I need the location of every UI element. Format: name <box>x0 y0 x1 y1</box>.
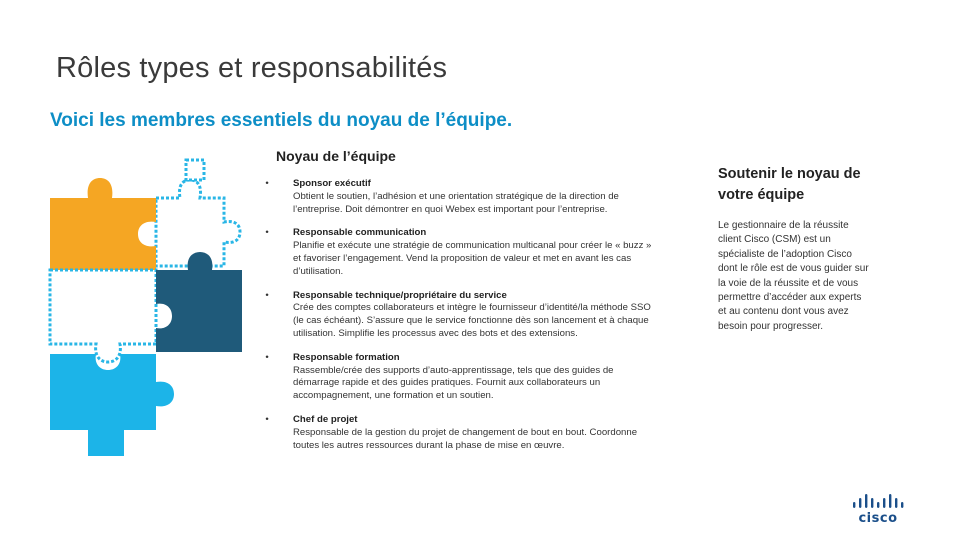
puzzle-piece-orange <box>50 178 156 270</box>
bullet-icon: • <box>265 289 269 301</box>
bullet-icon: • <box>265 351 269 363</box>
role-title: Responsable communication <box>293 227 427 239</box>
slide-title: Rôles types et responsabilités <box>56 52 448 84</box>
role-description: Planifie et exécute une stratégie de communication multicanal pour créer le « buzz » et favoriser l’engagement. Vend la proposition de valeur et met en avant les cas d’utilisation. <box>293 240 652 277</box>
role-description: Obtient le soutien, l’adhésion et une orientation stratégique de la direction de l’entreprise. Doit démontrer en quoi Webex est important pour l’entreprise. <box>293 190 619 215</box>
role-description: Rassemble/crée des supports d’auto-apprentissage, tels que des guides de démarrage rapide et des guides pratiques. Fournit aux collaborateurs un accompagnement, une formation et un soutien. <box>293 364 614 402</box>
support-text: Le gestionnaire de la réussite client Cisco (CSM) est un spécialiste de l’adoption Cisco dont le rôle est de vous guider sur la voie de la réussite et de vous permettre d’accéder aux experts et au contenu dont vous avez besoin pour progresser. <box>718 220 869 332</box>
cisco-logo <box>850 494 906 526</box>
slide-subtitle: Voici les membres essentiels du noyau de l’équipe. <box>50 110 513 131</box>
puzzle-tab-top <box>186 160 204 180</box>
puzzle-piece-navy <box>156 252 242 352</box>
puzzle-piece-mid-left <box>50 270 156 362</box>
role-description: Responsable de la gestion du projet de changement de bout en bout. Coordonne toutes les autres ressources durant la phase de mise en œuvre. <box>293 426 638 451</box>
role-item-technical-owner <box>262 290 662 341</box>
bullet-icon: • <box>265 178 269 189</box>
puzzle-illustration <box>48 158 258 458</box>
role-title: Sponsor exécutif <box>293 178 371 189</box>
puzzle-piece-light-blue <box>50 354 174 456</box>
cisco-wordmark: cisco <box>858 511 898 526</box>
role-item-training-lead <box>262 352 662 403</box>
role-item-project-manager <box>262 414 662 452</box>
core-team-heading: Noyau de l’équipe <box>276 148 396 164</box>
role-item-communication-lead <box>262 227 662 278</box>
bullet-icon: • <box>265 227 269 239</box>
role-title: Chef de projet <box>293 413 358 425</box>
bullet-icon: • <box>265 413 269 425</box>
role-title: Responsable technique/propriétaire du service <box>293 289 507 301</box>
cisco-bars-icon <box>850 494 906 510</box>
core-team-roles-list <box>262 178 662 463</box>
support-heading: Soutenir le noyau de votre équipe <box>718 166 861 203</box>
role-item-executive-sponsor <box>262 178 662 216</box>
role-title: Responsable formation <box>293 351 400 363</box>
role-description: Crée des comptes collaborateurs et intègre le fournisseur d’identité/la méthode SSO (le cas échéant). S’assure que le service fonctionne dès son lancement et à chaque utilisation. Simplifie les processus avec des bots et des extensions. <box>293 302 651 339</box>
